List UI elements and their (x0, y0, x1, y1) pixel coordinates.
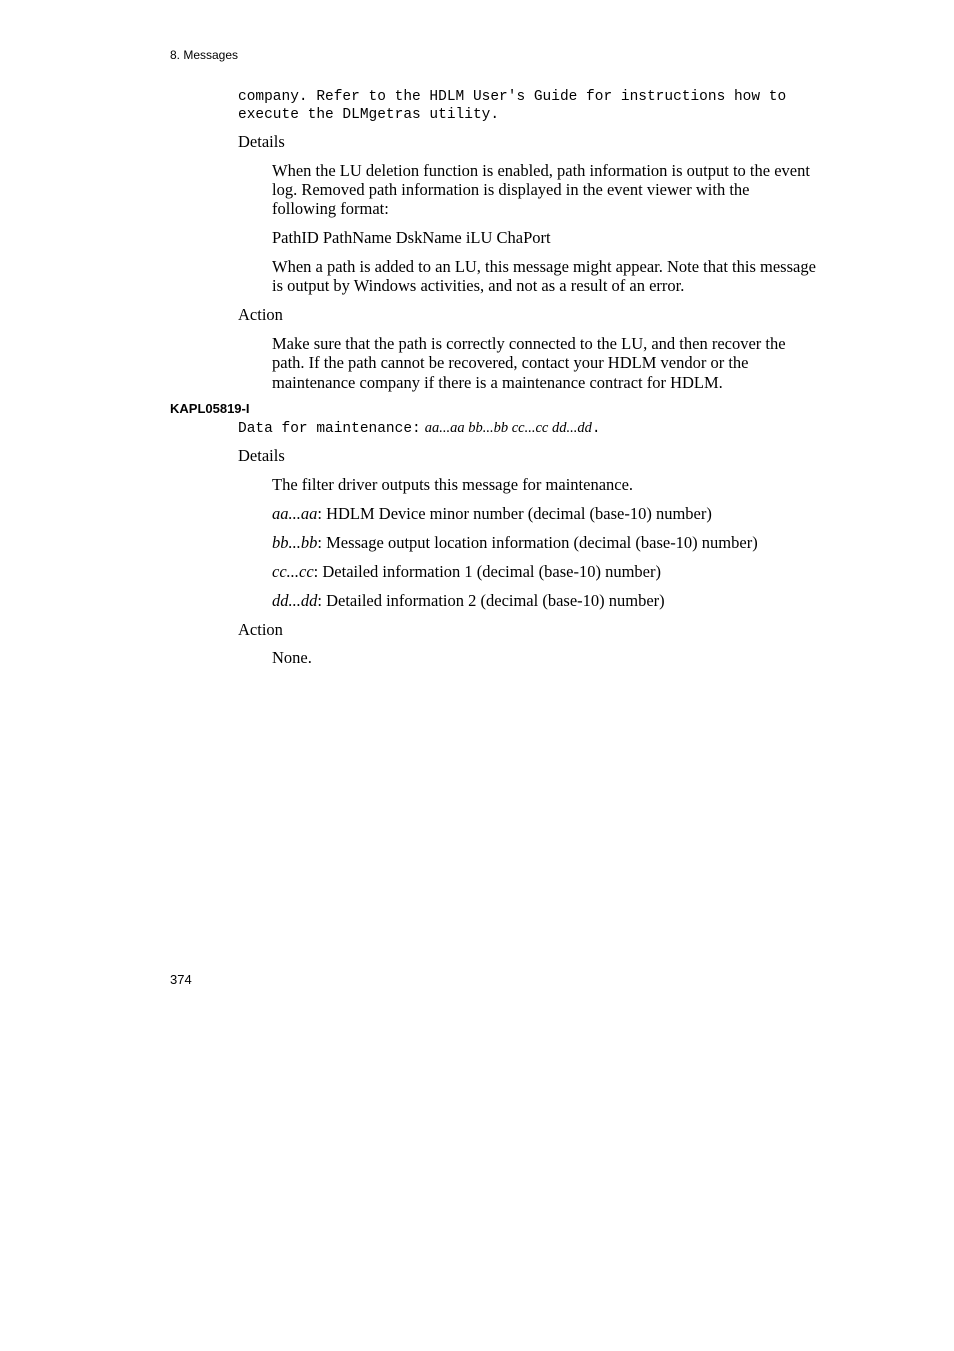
variable-desc: : Detailed information 1 (decimal (base-10) number) (313, 562, 661, 581)
message-text (238, 419, 601, 439)
format-line: PathID PathName DskName iLU ChaPort (272, 228, 551, 247)
action-heading: Action (238, 305, 283, 324)
details-intro: The filter driver outputs this message for maintenance. (272, 475, 634, 494)
details-line: When a path is added to an LU, this message might appear. Note that this message (272, 257, 816, 276)
variable-desc: : Message output location information (decimal (base-10) number) (317, 533, 758, 552)
details-line: When the LU deletion function is enabled, path information is output to the event (272, 161, 810, 180)
variable-name: bb...bb (272, 533, 318, 552)
details-line: log. Removed path information is displayed in the event viewer with the (272, 180, 750, 199)
variable-name: cc...cc (272, 562, 314, 581)
action-line: path. If the path cannot be recovered, contact your HDLM vendor or the (272, 353, 749, 372)
action-line: maintenance company if there is a maintenance contract for HDLM. (272, 373, 723, 392)
variable-description (272, 504, 712, 524)
running-head: 8. Messages (170, 48, 239, 62)
variable-name: dd...dd (272, 591, 318, 610)
message-text-suffix: . (591, 421, 601, 437)
variable-description (272, 591, 665, 611)
details-line: following format: (272, 199, 389, 218)
code-line: execute the DLMgetras utility. (238, 107, 500, 123)
details-heading: Details (238, 446, 285, 465)
action-text: None. (272, 648, 312, 667)
details-heading: Details (238, 132, 285, 151)
page-number: 374 (170, 972, 192, 987)
code-line: company. Refer to the HDLM User's Guide for instructions how to (238, 89, 787, 105)
variable-description (272, 533, 758, 553)
variable-description (272, 562, 661, 582)
details-line: is output by Windows activities, and not as a result of an error. (272, 276, 685, 295)
message-text-vars: aa...aa bb...bb cc...cc dd...dd (424, 420, 592, 436)
variable-desc: : HDLM Device minor number (decimal (base-10) number) (317, 504, 712, 523)
action-line: Make sure that the path is correctly connected to the LU, and then recover the (272, 334, 786, 353)
action-heading: Action (238, 620, 283, 639)
variable-name: aa...aa (272, 504, 318, 523)
message-id: KAPL05819-I (170, 401, 250, 416)
variable-desc: : Detailed information 2 (decimal (base-10) number) (317, 591, 665, 610)
message-text-prefix: Data for maintenance: (238, 421, 421, 437)
